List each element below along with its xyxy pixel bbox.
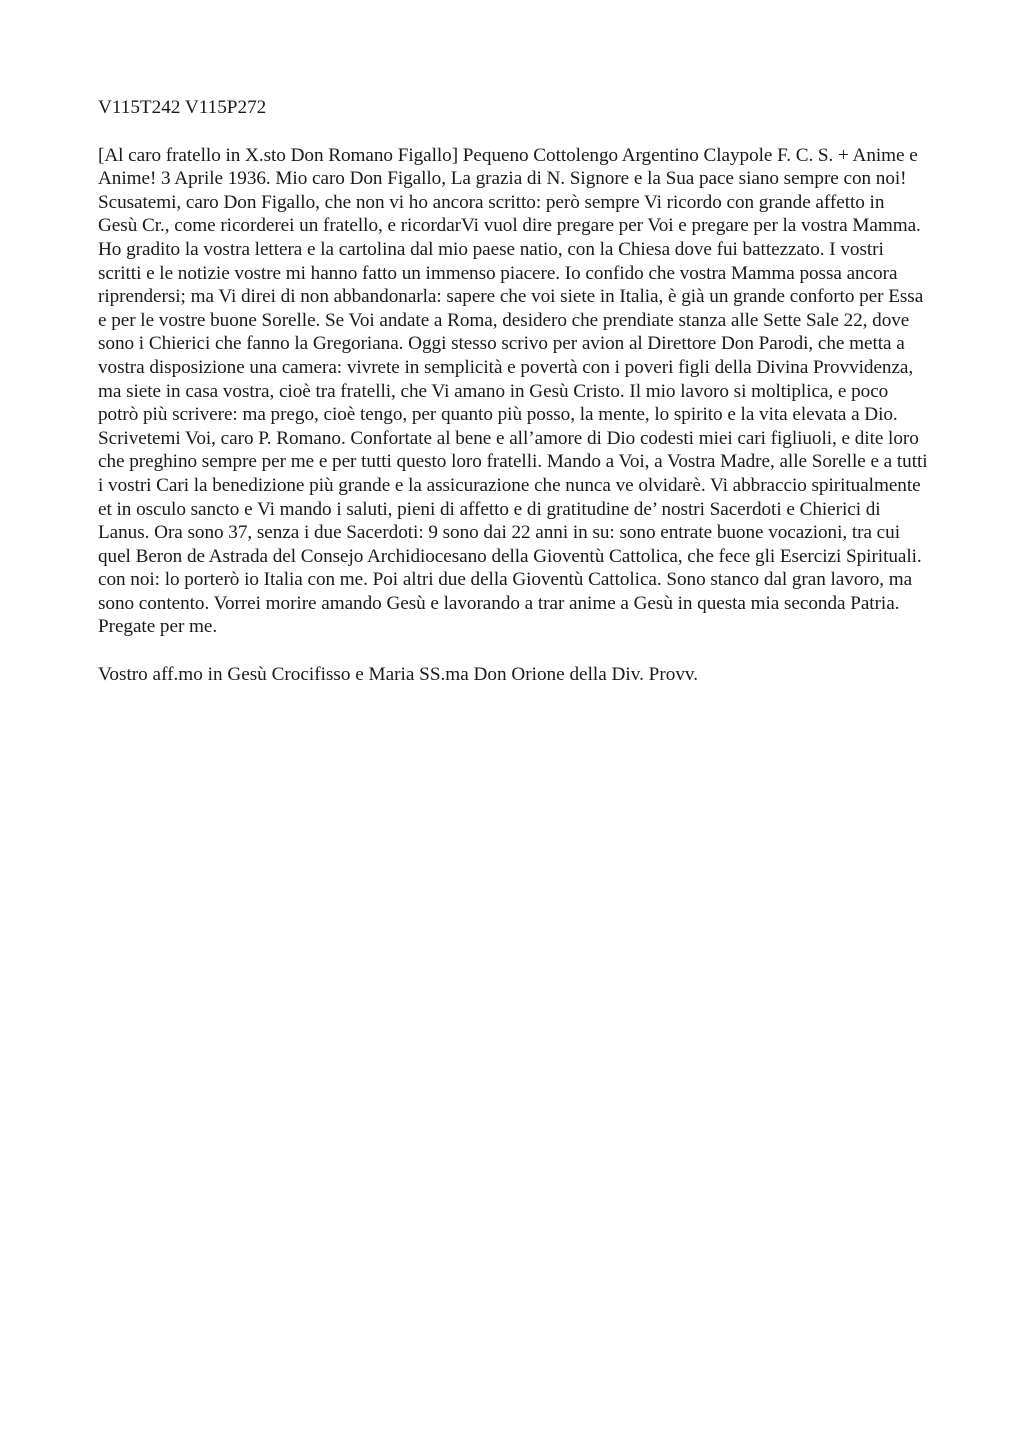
letter-signature: Vostro aff.mo in Gesù Crocifisso e Maria SS.ma Don Orione della Div. Provv. xyxy=(98,664,699,686)
letter-body: [Al caro fratello in X.sto Don Romano Figallo] Pequeno Cottolengo Argentino Claypole F. C. S. + Anime e Anime! 3 Aprile 1936. Mio caro Don Figallo, La grazia di N. Signore e la Sua pace siano sempre con noi! Scusatemi, caro Don Figallo, che non vi ho ancora scritto: però sempre Vi ricordo con grande affetto in Gesù Cr., come ricorderei un fratello, e ricordarVi vuol dire pregare per Voi e pregare per la vostra Mamma. Ho gradito la vostra lettera e la cartolina dal mio paese natio, con la Chiesa dove fui battezzato. I vostri scritti e le notizie vostre mi hanno fatto un immenso piacere. Io confido che vostra Mamma possa ancora riprendersi; ma Vi direi di non abbandonarla: sapere che voi siete in Italia, è già un grande conforto per Essa e per le vostre buone Sorelle. Se Voi andate a Roma, desidero che prendiate stanza alle Sette Sale 22, dove sono i Chierici che fanno la Gregoriana. Oggi stesso scrivo per avion al Direttore Don Parodi, che metta a vostra disposizione una camera: vivrete in semplicità e povertà con i poveri figli della Divina Provvidenza, ma siete in casa vostra, cioè tra fratelli, che Vi amano in Gesù Cristo. Il mio lavoro si moltiplica, e poco potrò più scrivere: ma prego, cioè tengo, per quanto più posso, la mente, lo spirito e la vita elevata a Dio. Scrivetemi Voi, caro P. Romano. Confortate al bene e all’amore di Dio codesti miei cari figliuoli, e dite loro che preghino sempre per me e per tutti questo loro fratelli. Mando a Voi, a Vostra Madre, alle Sorelle e a tutti i vostri Cari la benedizione più grande e la assicurazione che nunca ve olvidarè. Vi abbraccio spiritualmente et in osculo sancto e Vi mando i saluti, pieni di affetto e di gratitudine de’ nostri Sacerdoti e Chierici di Lanus. Ora sono 37, senza i due Sacerdoti: 9 sono dai 22 anni in su: sono entrate buone vocazioni, tra cui quel Beron de Astrada del Consejo Archidiocesano della Gioventù Cattolica, che fece gli Esercizi Spirituali. con noi: lo porterò io Italia con me. Poi altri due della Gioventù Cattolica. Sono stanco dal gran lavoro, ma sono contento. Vorrei morire amando Gesù e lavorando a trar anime a Gesù in questa mia seconda Patria. Pregate per me. xyxy=(98,144,928,638)
document-page xyxy=(98,96,928,687)
document-reference: V115T242 V115P272 xyxy=(98,97,267,118)
